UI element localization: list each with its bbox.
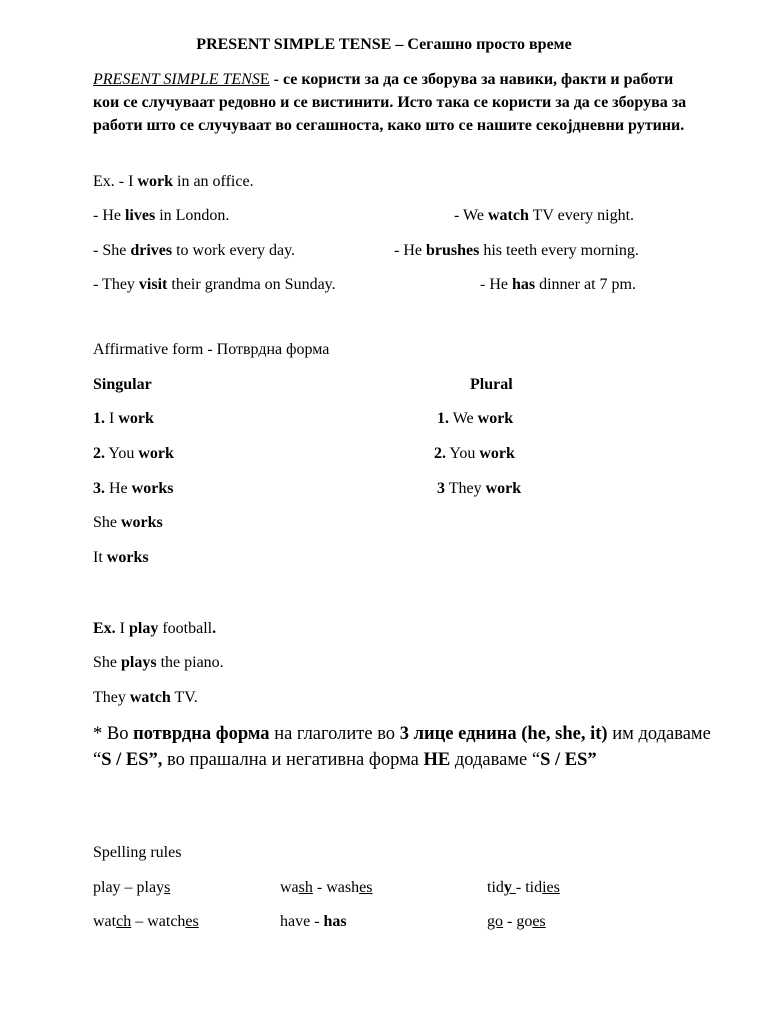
example2-row-2: She plays the piano. — [93, 654, 224, 671]
plural-row-3: 3 They work — [437, 480, 522, 497]
example2-row-1: Ex. I play football. — [93, 620, 217, 637]
spelling-have: have - has — [280, 913, 347, 930]
spelling-tidy: tidy - tidies — [487, 879, 560, 896]
spelling-play: play – plays — [93, 879, 171, 896]
singular-row-2: 2. You work — [93, 445, 174, 462]
rule-note: * Во потврдна форма на глаголите во 3 лице еднина (he, she, it) им додаваме “S / ES”, во прашална и негативна форма НЕ додаваме “S / ES” — [93, 724, 711, 770]
intro-text: - се користи за да се зборува за навики, факти и работи кои се случуваат редовно и се вистинити. Исто така се користи за да се зборува за работи што се случуваат во сегашноста, како што се нашите секојдневни рутини. — [93, 71, 687, 134]
singular-row-4: She works — [93, 514, 163, 531]
example-right-3: - He has dinner at 7 pm. — [480, 276, 636, 293]
intro-term: PRESENT SIMPLE TENS — [93, 71, 260, 88]
intro-paragraph — [93, 68, 693, 137]
example-intro: Ex. - I work in an office. — [93, 173, 254, 190]
page-title: PRESENT SIMPLE TENSE – Сегашно просто време — [196, 36, 572, 53]
singular-row-5: It works — [93, 549, 149, 566]
example2-row-3: They watch TV. — [93, 689, 198, 706]
singular-row-1: 1. I work — [93, 410, 154, 427]
singular-row-3: 3. He works — [93, 480, 174, 497]
example-right-1: - We watch TV every night. — [454, 207, 635, 224]
example-left-2: - She drives to work every day. — [93, 242, 296, 259]
intro-term-end: E — [259, 71, 270, 88]
plural-row-1: 1. We work — [437, 410, 514, 427]
example-right-2: - He brushes his teeth every morning. — [394, 242, 639, 259]
example-left-1: - He lives in London. — [93, 207, 230, 224]
affirmative-heading: Affirmative form - Потврдна форма — [93, 341, 330, 358]
spelling-wash: wash - washes — [280, 879, 373, 896]
spelling-go: go - goes — [487, 913, 546, 930]
plural-label: Plural — [470, 376, 513, 393]
example-left-3: - They visit their grandma on Sunday. — [93, 276, 336, 293]
spelling-heading: Spelling rules — [93, 844, 182, 861]
singular-label: Singular — [93, 376, 152, 393]
spelling-watch: watch – watches — [93, 913, 199, 930]
plural-row-2: 2. You work — [434, 445, 515, 462]
